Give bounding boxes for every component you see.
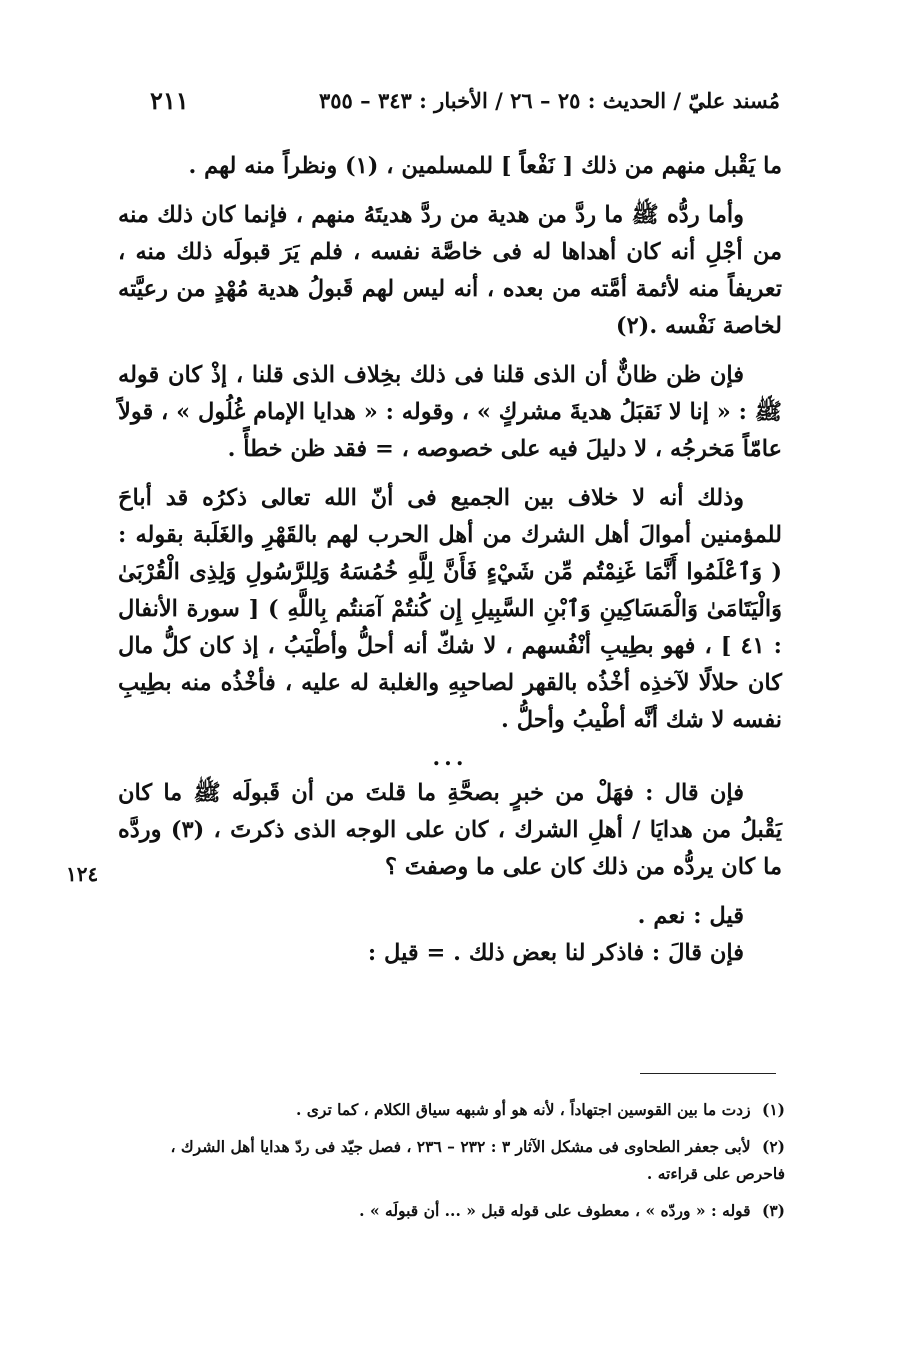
paragraph: وذلك أنه لا خلاف بين الجميع فى أنّ الله تعالى ذكرُه قد أباحَ للمؤمنين أموالَ أهل الشرك من أهل الحرب لهم بالقَهْرِ والغَلَبة بقوله : ( وَٱعْلَمُوا أَنَّمَا غَنِمْتُم مِّن شَيْءٍ فَأَنَّ لِلَّهِ خُمُسَهُ وَلِلرَّسُولِ وَلِذِى الْقُرْبَىٰ وَالْيَتَامَىٰ وَالْمَسَاكِينِ وَٱبْنِ السَّبِيلِ إِن كُنتُمْ آمَنتُم بِاللَّهِ ) [ سورة الأنفال : ٤١ ] ، فهو بطِيبِ أنْفُسهم ، لا شكّ أنه أحلُّ وأطْيَبُ ، إذ كان كلُّ مال كان حلالًا لآخذِه أخْذُه بالقهر لصاحبِهِ والغلبة له عليه ، فأخْذُه منه بطِيبِ نفسه لا شك أنَّه أطْيبُ وأحلُّ . (118, 485, 782, 733)
main-text (118, 148, 782, 972)
header-title: مُسند عليّ / الحديث : ٢٥ – ٢٦ / الأخبار : ٣٤٣ – ٣٥٥ (319, 88, 780, 113)
paragraph: فإن ظن ظانٌّ أن الذى قلنا فى ذلك بخِلاف الذى قلنا ، إذْ كان قوله ﷺ : « إنا لا نَقبَلُ هديةَ مشركٍ » ، وقوله : « هدايا الإمام غُلُول » ، قولاً عامّاً مَخرجُه ، لا دليلَ فيه على خصوصه ، = فقد ظن خطأً . (118, 362, 782, 462)
footnote (140, 1197, 785, 1224)
footnote-text: زدت ما بين القوسين اجتهاداً ، لأنه هو أو شبهه سياق الكلام ، كما ترى . (295, 1100, 751, 1119)
page-number: ٢١١ (150, 86, 189, 115)
paragraph: وأما ردُّه ﷺ ما ردَّ من هدية من ردَّ هديتَهُ منهم ، فإنما كان ذلك منه من أجْلِ أنه كان أهداها له فى خاصَّة نفسه ، فلم يَرَ قبولَه ذلك منه ، تعريفاً منه لأئمة أمَّته من بعده ، أنه ليس لهم قَبولُ هدية مُهْدٍ من رعيَّته لخاصة نَفْسه .(٢) (118, 202, 782, 339)
answer-line: فإن قالَ : فاذكر لنا بعض ذلك . = قيل : (367, 940, 744, 966)
answer-line: قيل : نعم . (637, 903, 744, 929)
question-paragraph: فإن قال : فهَلْ من خبرٍ بصحَّةِ ما قلتَ من أن قَبولَه ﷺ ما كان يَقْبلُ من هدايَا / أهلِ الشرك ، كان على الوجه الذى ذكرتَ ، (٣) وردَّه ما كان يردُّه من ذلك كان على ما وصفتَ ؟ (118, 780, 782, 880)
footnote-number: (١) (761, 1100, 785, 1119)
paragraph: ما يَقْبل منهم من ذلك [ نَفْعاً ] للمسلمين ، (١) ونظراً منه لهم . (188, 153, 782, 179)
footnotes (140, 1096, 785, 1234)
running-header (150, 88, 780, 128)
footnote-number: (٢) (761, 1137, 785, 1156)
margin-page-reference: ١٢٤ (66, 862, 99, 886)
section-separator: ... (432, 745, 468, 771)
footnote-text: لأبى جعفر الطحاوى فى مشكل الآثار ٣ : ٢٣٢ – ٢٣٦ ، فصل جيّد فى ردّ هدايا أهل الشرك ، فاحرص على قراءته . (170, 1137, 785, 1183)
footnote-divider (640, 1073, 776, 1074)
footnote-text: قوله : « وردّه » ، معطوف على قوله قبل « ... أن قبولَه » . (359, 1201, 751, 1220)
footnote-number: (٣) (761, 1201, 785, 1220)
footnote (140, 1096, 785, 1123)
footnote (140, 1133, 785, 1187)
